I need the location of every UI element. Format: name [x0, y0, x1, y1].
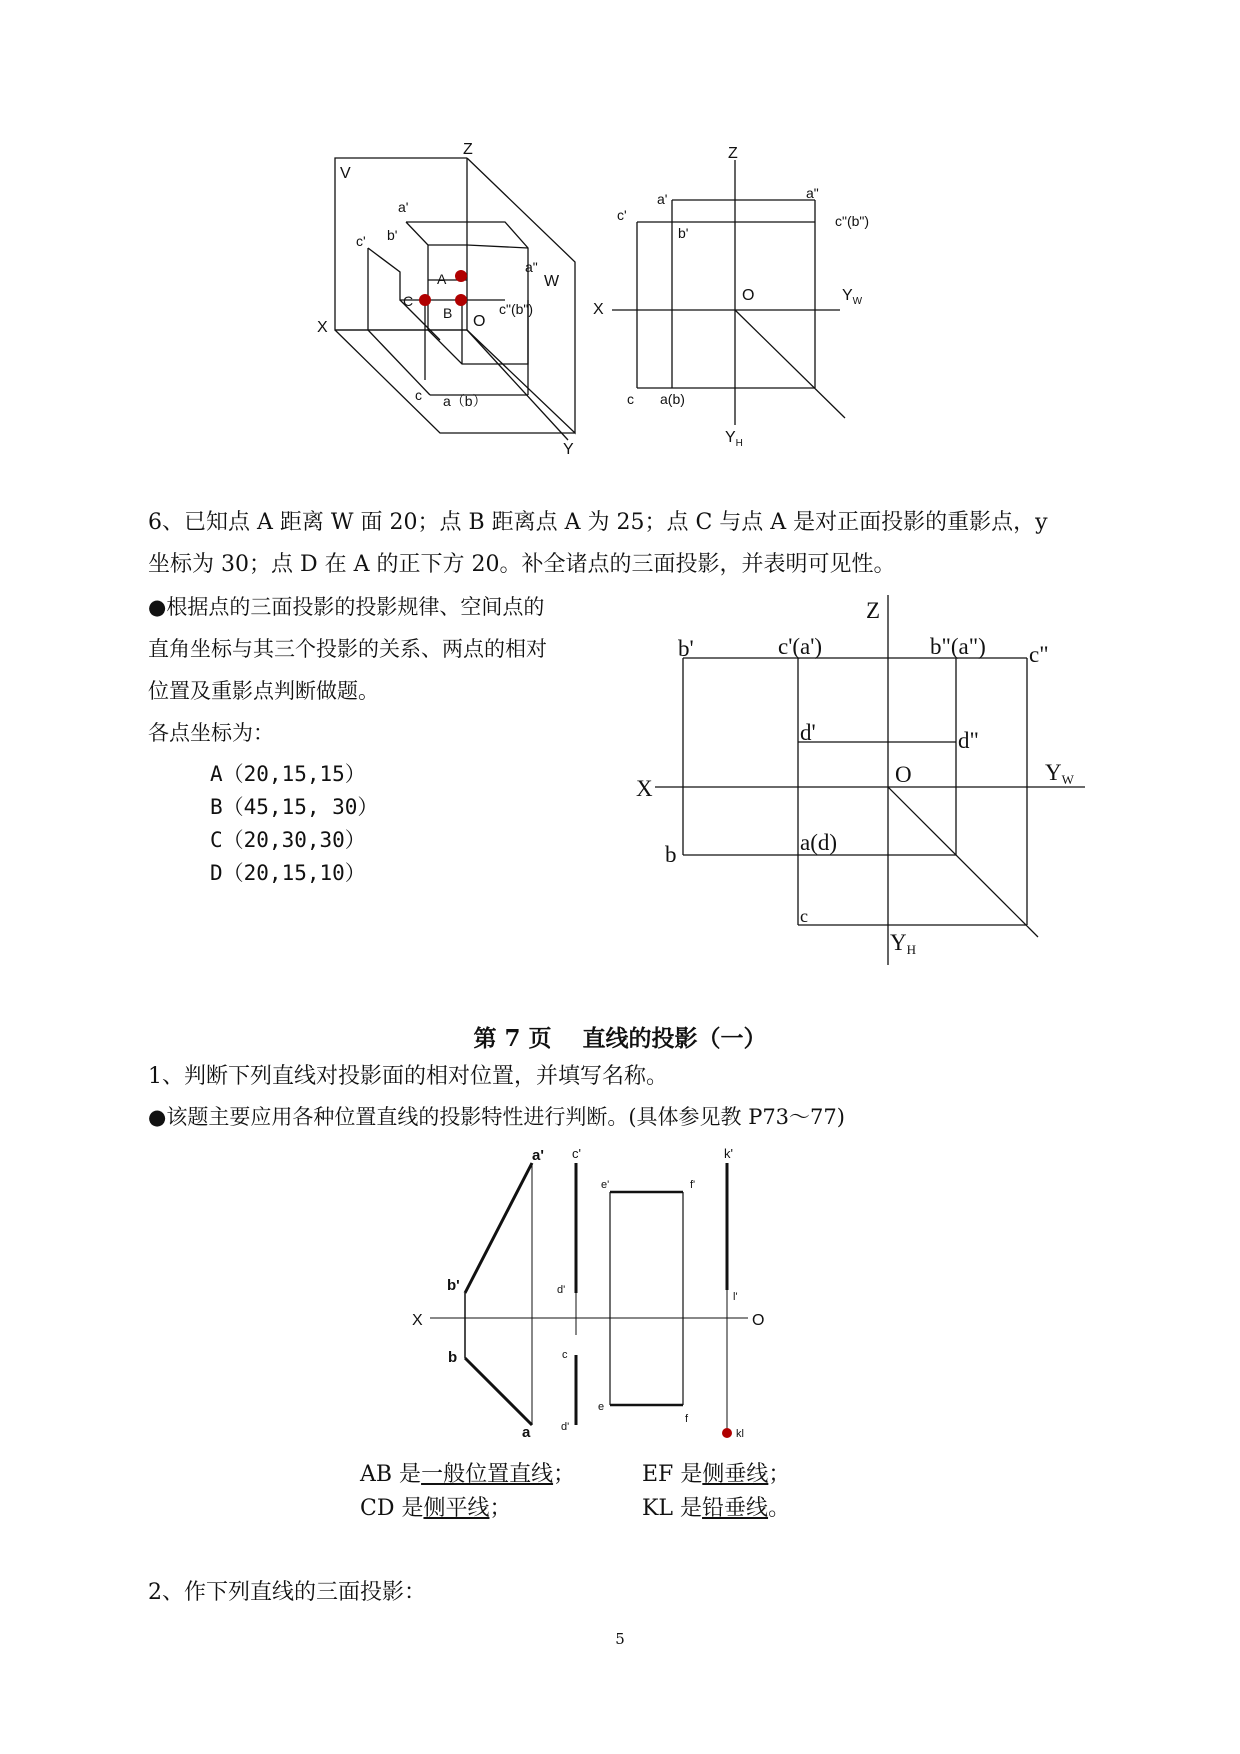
label-x: X — [317, 319, 328, 336]
answer-kl-suffix: 。 — [768, 1496, 791, 1521]
label-e-v: e' — [601, 1179, 610, 1191]
label-v: V — [340, 165, 351, 182]
label-a-w: a" — [525, 259, 538, 275]
figure-line-projections — [400, 1140, 790, 1440]
label-cb-w: c"(b") — [499, 301, 534, 317]
hint-line-1: ●根据点的三面投影的投影规律、空间点的 — [148, 595, 545, 619]
answer-cd-value: 侧平线 — [423, 1496, 490, 1521]
question-2: 2、作下列直线的三面投影： — [148, 1580, 426, 1605]
label-ab-h: a(b) — [660, 391, 685, 407]
page-number: 5 — [615, 1630, 625, 1648]
label-a-v: a' — [657, 191, 668, 207]
answer-kl-prefix: KL 是 — [642, 1496, 703, 1521]
line-ab-v — [465, 1163, 532, 1293]
label-z: Z — [728, 145, 738, 162]
box-c-outline — [368, 248, 428, 300]
label-c-h: c — [627, 391, 634, 407]
label-k-v: k' — [724, 1146, 733, 1161]
h-plane-outline — [335, 330, 575, 433]
line-ab-h — [465, 1358, 532, 1425]
label-c-v: c' — [572, 1146, 581, 1161]
section-hint: ●该题主要应用各种位置直线的投影特性进行判断。(具体参见教 P73～77) — [148, 1105, 845, 1129]
answer-ef-suffix: ； — [768, 1462, 791, 1487]
answer-cd — [360, 1488, 512, 1530]
label-kl-h: kl — [736, 1428, 744, 1440]
label-ca-v: c'(a') — [778, 634, 823, 659]
answer-ab-prefix: AB 是 — [360, 1462, 422, 1487]
label-b-v: b' — [387, 227, 398, 243]
answer-ef-prefix: EF 是 — [642, 1462, 703, 1487]
coord-b: B（45,15, 30） — [210, 795, 379, 819]
label-c-v: c' — [356, 233, 366, 249]
label-yh: YH — [890, 930, 917, 957]
label-w: W — [544, 273, 560, 290]
label-ba-w: b"(a") — [930, 634, 986, 659]
question-6-line-1: 6、已知点 A 距离 W 面 20；点 B 距离点 A 为 25；点 C 与点 A 是对正面投影的重影点，y — [148, 510, 1048, 535]
label-a-w: a" — [806, 185, 819, 201]
coords-title: 各点坐标为： — [148, 721, 274, 745]
label-cb-w: c"(b") — [835, 213, 870, 229]
label-ab-h: a（b） — [443, 393, 487, 409]
label-o: O — [895, 762, 912, 787]
label-z: Z — [866, 598, 881, 623]
label-y: Y — [563, 441, 574, 458]
label-f-v: f' — [690, 1179, 696, 1191]
label-b-v: b' — [678, 636, 694, 661]
label-ad-h: a(d) — [800, 830, 838, 855]
label-d-v: d' — [800, 720, 816, 745]
point-kl-h — [722, 1428, 732, 1438]
box-c-edge — [368, 330, 430, 395]
label-b-v: b' — [447, 1277, 460, 1294]
label-d-w: d" — [958, 728, 979, 753]
point-b — [455, 294, 467, 306]
y-axis — [467, 330, 568, 440]
answer-ef-value: 侧垂线 — [702, 1462, 769, 1487]
hint-line-2: 直角坐标与其三个投影的关系、两点的相对 — [148, 637, 547, 661]
diagonal-45 — [735, 310, 845, 418]
label-yw: YW — [1045, 760, 1074, 787]
point-a — [455, 270, 467, 282]
label-o: O — [473, 313, 486, 330]
hint-line-3: 位置及重影点判断做题。 — [148, 679, 379, 703]
label-d-v: d' — [557, 1284, 566, 1296]
diagonal-45 — [888, 787, 1038, 937]
section-title: 第 7 页 直线的投影（一） — [473, 1025, 767, 1052]
label-C: C — [403, 293, 414, 309]
answer-kl — [642, 1488, 790, 1530]
answer-ab-value: 一般位置直线 — [421, 1462, 554, 1487]
label-c-h: c — [415, 387, 422, 403]
answer-ab-suffix: ； — [553, 1462, 576, 1487]
label-z: Z — [463, 141, 473, 158]
label-c-w: c" — [1029, 642, 1049, 667]
label-a-v: a' — [398, 199, 409, 215]
label-d-h: d' — [561, 1421, 570, 1433]
label-B: B — [443, 305, 453, 321]
figure-three-view-projection — [585, 130, 905, 460]
section-question-1: 1、判断下列直线对投影面的相对位置，并填写名称。 — [148, 1064, 668, 1089]
w-plane-outline — [467, 158, 575, 433]
label-b-h: b — [448, 1349, 458, 1366]
coord-c: C（20,30,30） — [210, 828, 366, 852]
label-o: O — [742, 287, 755, 304]
label-c-v: c' — [617, 207, 627, 223]
label-o: O — [752, 1312, 765, 1329]
label-A: A — [437, 271, 447, 287]
label-x: X — [636, 776, 653, 801]
label-x: X — [412, 1312, 423, 1329]
figure-axonometric-projection — [300, 130, 574, 460]
label-c-h: c — [562, 1349, 568, 1361]
label-x: X — [593, 301, 604, 318]
label-e-h: e — [598, 1401, 605, 1413]
label-a-h: a — [522, 1424, 531, 1441]
point-c — [419, 294, 431, 306]
label-l-v: l' — [733, 1291, 738, 1303]
label-b-v: b' — [678, 225, 689, 241]
coord-a: A（20,15,15） — [210, 762, 366, 786]
answer-cd-suffix: ； — [489, 1496, 512, 1521]
figure-point-projections — [625, 590, 1095, 975]
label-yw: $Y_W$ — [842, 287, 863, 307]
label-a-v: a' — [532, 1147, 544, 1164]
label-f-h: f — [685, 1413, 689, 1425]
label-c-h: c — [800, 906, 808, 926]
answer-kl-value: 铅垂线 — [702, 1496, 769, 1521]
answer-cd-prefix: CD 是 — [360, 1496, 424, 1521]
label-b-h: b — [665, 842, 677, 867]
box-a-edge — [467, 245, 528, 248]
label-yh: $Y_H$ — [725, 429, 743, 449]
question-6-line-2: 坐标为 30；点 D 在 A 的正下方 20。补全诸点的三面投影，并表明可见性。 — [148, 552, 896, 577]
coord-d: D（20,15,10） — [210, 861, 366, 885]
